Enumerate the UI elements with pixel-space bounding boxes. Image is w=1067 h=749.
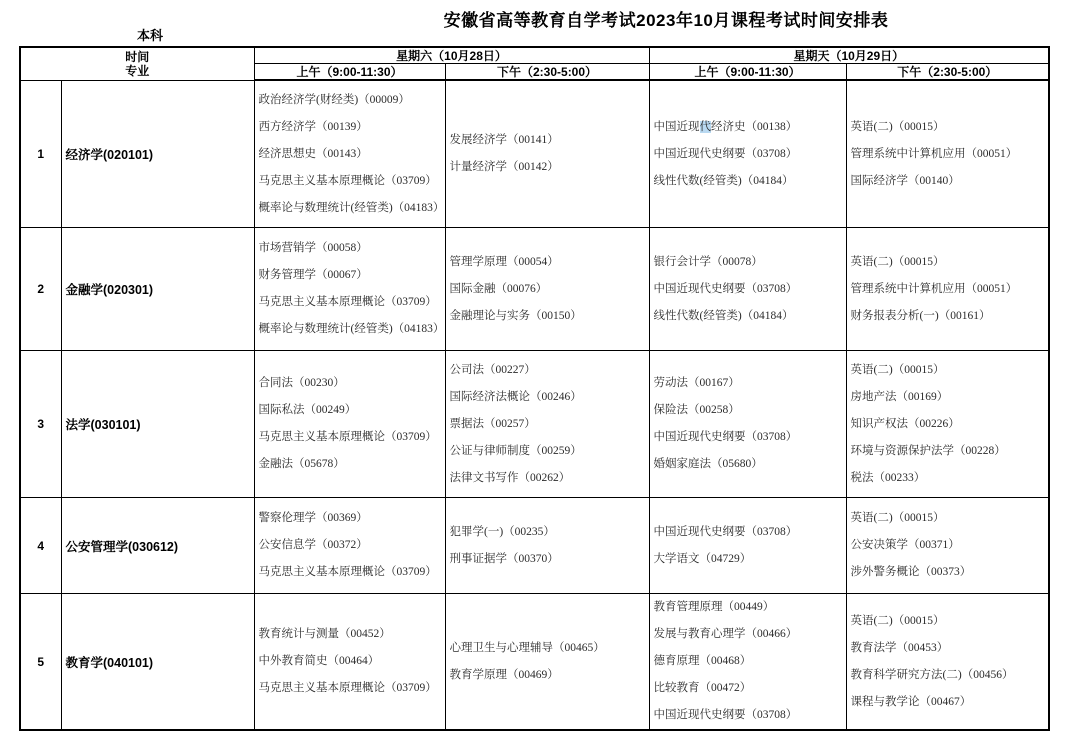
course-item: 犯罪学(一)（00235） (449, 525, 555, 538)
course-item: 管理系统中计算机应用（00051） (850, 147, 1018, 160)
course-item: 德育原理（00468） (653, 655, 752, 667)
course-item: 中国近现代经济史（00138） (653, 120, 798, 133)
page-title: 安徽省高等教育自学考试2023年10月课程考试时间安排表 (443, 11, 889, 30)
course-item: 计量经济学（00142） (449, 161, 559, 173)
course-item: 金融理论与实务（00150） (449, 309, 582, 322)
course-item: 课程与教学论（00467） (850, 695, 972, 708)
course-item: 发展经济学（00141） (449, 134, 559, 146)
course-item: 线性代数(经管类)（04184） (653, 309, 794, 322)
cell-sun-am (649, 594, 846, 731)
course-item: 税法（00233） (850, 471, 926, 484)
cell-sat-pm (445, 594, 649, 731)
row-number: 3 (20, 351, 61, 498)
course-item: 教育统计与测量（00452） (258, 628, 391, 640)
course-item: 马克思主义基本原理概论（03709） (258, 431, 437, 443)
course-item: 财务管理学（00067） (258, 269, 368, 281)
course-item: 管理学原理（00054） (449, 255, 559, 268)
course-item: 环境与资源保护法学（00228） (850, 444, 1006, 457)
course-item: 英语(二)（00015） (850, 614, 945, 627)
course-item: 知识产权法（00226） (850, 417, 960, 430)
corner-header-time-major (20, 47, 254, 80)
course-item: 教育管理原理（00449） (653, 601, 775, 613)
cell-sun-pm (846, 228, 1049, 351)
course-item: 管理系统中计算机应用（00051） (850, 282, 1018, 295)
course-item: 西方经济学（00139） (258, 120, 368, 133)
course-item: 票据法（00257） (449, 417, 536, 430)
course-item: 国际经济法概论（00246） (449, 390, 582, 403)
course-item: 中国近现代史纲要（03708） (653, 147, 798, 160)
table-row (20, 228, 1049, 351)
course-item: 英语(二)（00015） (850, 120, 945, 133)
session-header-sun-pm: 下午（2:30-5:00） (846, 64, 1049, 81)
course-item: 马克思主义基本原理概论（03709） (258, 174, 437, 187)
cell-sun-pm (846, 498, 1049, 594)
course-item: 心理卫生与心理辅导（00465） (449, 641, 605, 654)
row-number: 2 (20, 228, 61, 351)
course-item: 法律文书写作（00262） (449, 471, 571, 484)
course-item: 合同法（00230） (258, 377, 345, 389)
course-item: 中外教育简史（00464） (258, 655, 380, 667)
course-item: 公安信息学（00372） (258, 539, 368, 551)
course-item: 公安决策学（00371） (850, 539, 960, 551)
course-item: 经济思想史（00143） (258, 147, 368, 160)
major-name: 金融学(020301) (61, 228, 254, 351)
cell-sat-am (254, 594, 445, 731)
course-item: 马克思主义基本原理概论（03709） (258, 682, 437, 694)
course-item: 劳动法（00167） (653, 377, 740, 389)
table-row (20, 594, 1049, 731)
course-item: 教育学原理（00469） (449, 668, 559, 681)
table-row (20, 351, 1049, 498)
course-item: 教育科学研究方法(二)（00456） (850, 668, 1014, 681)
course-item: 中国近现代史纲要（03708） (653, 709, 798, 721)
course-item: 线性代数(经管类)（04184） (653, 174, 794, 187)
level-label: 本科 (137, 28, 164, 43)
cell-sat-am (254, 351, 445, 498)
course-item: 国际金融（00076） (449, 282, 548, 295)
course-item: 英语(二)（00015） (850, 512, 945, 524)
course-item: 公司法（00227） (449, 363, 536, 376)
day-header-row (20, 47, 1049, 64)
course-item: 马克思主义基本原理概论（03709） (258, 296, 437, 308)
major-name: 法学(030101) (61, 351, 254, 498)
cell-sun-pm (846, 80, 1049, 228)
course-item: 银行会计学（00078） (653, 255, 763, 268)
course-item: 中国近现代史纲要（03708） (653, 431, 798, 443)
cell-sun-pm (846, 594, 1049, 731)
course-item: 英语(二)（00015） (850, 255, 945, 268)
course-item: 金融法（05678） (258, 458, 345, 470)
session-header-sat-am: 上午（9:00-11:30） (254, 64, 445, 81)
course-item: 大学语文（04729） (653, 552, 752, 565)
course-item: 婚姻家庭法（05680） (653, 458, 763, 470)
course-item: 公证与律师制度（00259） (449, 444, 582, 457)
major-name: 公安管理学(030612) (61, 498, 254, 594)
corner-time-label: 时间 (125, 49, 150, 64)
exam-schedule-table (19, 46, 1050, 731)
course-item: 涉外警务概论（00373） (850, 566, 972, 578)
course-item: 警察伦理学（00369） (258, 512, 368, 524)
table-row (20, 498, 1049, 594)
course-item: 刑事证据学（00370） (449, 552, 559, 565)
session-header-sun-am: 上午（9:00-11:30） (649, 64, 846, 81)
cell-sun-am (649, 228, 846, 351)
major-name: 教育学(040101) (61, 594, 254, 731)
course-item: 中国近现代史纲要（03708） (653, 282, 798, 295)
day-header-saturday: 星期六（10月28日） (254, 47, 649, 64)
cell-sun-am (649, 498, 846, 594)
course-item: 保险法（00258） (653, 404, 740, 416)
course-item: 财务报表分析(一)（00161） (850, 309, 991, 322)
course-item: 国际私法（00249） (258, 404, 357, 416)
cell-sat-pm (445, 498, 649, 594)
corner-major-label: 专业 (125, 63, 150, 78)
course-item: 国际经济学（00140） (850, 174, 960, 187)
course-item: 教育法学（00453） (850, 641, 949, 654)
row-number: 4 (20, 498, 61, 594)
course-item: 概率论与数理统计(经管类)（04183） (258, 201, 445, 214)
cell-sun-pm (846, 351, 1049, 498)
course-item: 政治经济学(财经类)（00009） (258, 93, 410, 106)
course-item: 概率论与数理统计(经管类)（04183） (258, 323, 445, 335)
course-item: 马克思主义基本原理概论（03709） (258, 566, 437, 578)
cell-sat-pm (445, 351, 649, 498)
course-item: 中国近现代史纲要（03708） (653, 525, 798, 538)
cell-sat-am (254, 228, 445, 351)
row-number: 1 (20, 80, 61, 228)
cell-sun-am (649, 351, 846, 498)
course-item: 市场营销学（00058） (258, 242, 368, 254)
highlighted-text: 代 (699, 120, 712, 133)
cell-sat-pm (445, 228, 649, 351)
course-item: 发展与教育心理学（00466） (653, 628, 798, 640)
course-item: 英语(二)（00015） (850, 363, 945, 376)
course-item: 比较教育（00472） (653, 682, 752, 694)
cell-sat-pm (445, 80, 649, 228)
session-header-sat-pm: 下午（2:30-5:00） (445, 64, 649, 81)
table-row (20, 80, 1049, 228)
major-name: 经济学(020101) (61, 80, 254, 228)
cell-sat-am (254, 80, 445, 228)
course-item: 房地产法（00169） (850, 390, 949, 403)
cell-sun-am (649, 80, 846, 228)
row-number: 5 (20, 594, 61, 731)
day-header-sunday: 星期天（10月29日） (649, 47, 1049, 64)
cell-sat-am (254, 498, 445, 594)
